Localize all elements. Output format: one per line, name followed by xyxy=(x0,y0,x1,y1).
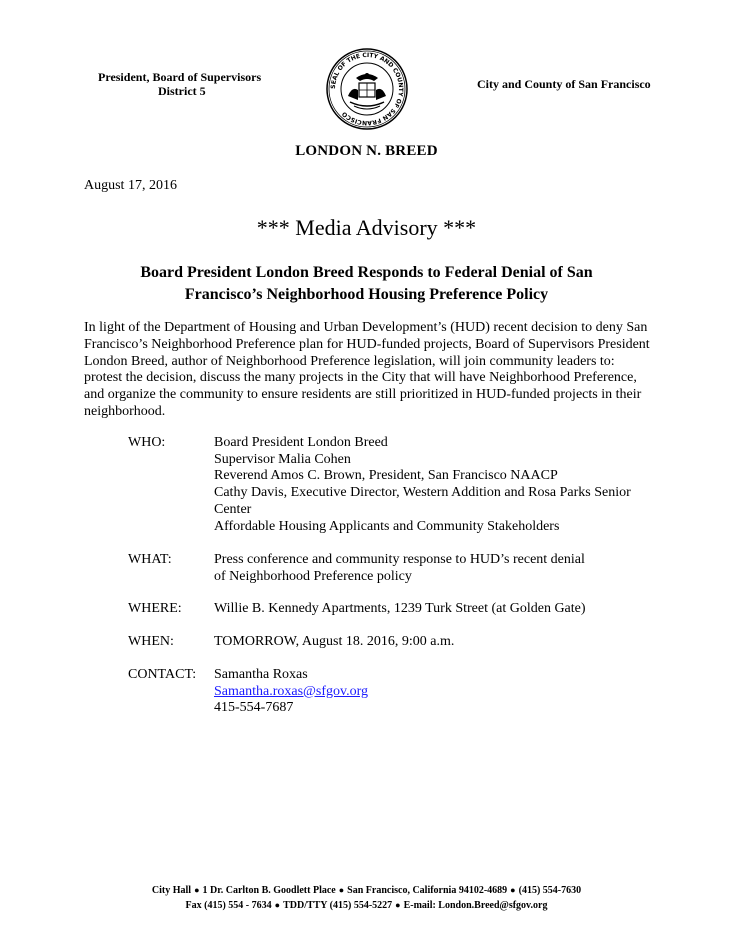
footer-address-part: 1 Dr. Carlton B. Goodlett Place xyxy=(202,885,336,896)
bullet-icon: ● xyxy=(510,885,516,895)
where-label: WHERE: xyxy=(128,601,182,616)
what-label: WHAT: xyxy=(128,552,172,567)
footer-line1 xyxy=(0,883,733,898)
city-seal xyxy=(326,48,408,130)
who-item: Supervisor Malia Cohen xyxy=(214,451,351,467)
bullet-icon: ● xyxy=(395,900,401,910)
who-item: Reverend Amos C. Brown, President, San Francisco NAACP xyxy=(214,468,558,484)
footer-address-part: City Hall xyxy=(151,885,192,896)
where-text: Willie B. Kennedy Apartments, 1239 Turk Street (at Golden Gate) xyxy=(214,601,586,616)
office-title-line2: District 5 xyxy=(158,84,206,98)
who-item: Affordable Housing Applicants and Community Stakeholders xyxy=(214,518,560,534)
footer-line2 xyxy=(0,898,733,913)
svg-text:SEAL OF THE CITY AND COUNTY OF: SEAL OF THE CITY AND COUNTY OF SAN FRANCISCO xyxy=(329,51,405,127)
office-title-line1: President, Board of Supervisors xyxy=(98,70,262,84)
office-title xyxy=(98,70,268,98)
intro-paragraph: In light of the Department of Housing and Urban Development’s (HUD) recent decision to deny San Francisco’s Neighborhood Preference plan for HUD-funded projects, Board of Supervisors President London Breed, author of Neighborhood Preference legislation, will join community leaders to: protest the decision, discuss the many projects in the City that will have Neighborhood Preference, and organize the community to ensure residents are still prioritized in HUD-funded projects in their neighborhood. xyxy=(84,320,650,419)
footer-email: E-mail: London.Breed@sfgov.org xyxy=(403,900,548,911)
who-item: Cathy Davis, Executive Director, Western Addition and Rosa Parks Senior Center xyxy=(214,485,631,517)
bullet-icon: ● xyxy=(274,900,281,910)
when-label: WHEN: xyxy=(128,634,174,649)
what-text xyxy=(214,552,664,585)
advisory-title: *** Media Advisory *** xyxy=(256,215,477,240)
contact-label: CONTACT: xyxy=(128,667,197,682)
what-line: Press conference and community response to HUD’s recent denial xyxy=(214,552,585,567)
when-text: TOMORROW, August 18. 2016, 9:00 a.m. xyxy=(214,634,455,649)
bullet-icon: ● xyxy=(194,885,200,895)
footer-fax: Fax (415) 554 - 7634 xyxy=(185,900,272,911)
contact-details xyxy=(214,667,664,717)
contact-name: Samantha Roxas xyxy=(214,667,308,682)
footer-tdd: TDD/TTY (415) 554-5227 xyxy=(283,900,393,911)
supervisor-name: LONDON N. BREED xyxy=(295,143,438,159)
who-label: WHO: xyxy=(128,435,166,450)
who-item: Board President London Breed xyxy=(214,435,388,450)
footer-phone: (415) 554-7630 xyxy=(518,885,582,896)
jurisdiction-label: City and County of San Francisco xyxy=(477,77,651,91)
who-list xyxy=(214,435,664,535)
footer xyxy=(0,883,733,913)
contact-phone: 415-554-7687 xyxy=(214,700,294,716)
headline: Board President London Breed Responds to Federal Denial of San Francisco’s Neighborhood Housing Preference Policy xyxy=(140,264,593,303)
footer-address-part: San Francisco, California 94102-4689 xyxy=(347,885,508,896)
city-seal-icon xyxy=(326,48,408,130)
bullet-icon: ● xyxy=(338,885,345,895)
what-line: of Neighborhood Preference policy xyxy=(214,568,412,584)
contact-email-link[interactable]: Samantha.roxas@sfgov.org xyxy=(214,683,369,699)
advisory-date: August 17, 2016 xyxy=(84,178,177,193)
